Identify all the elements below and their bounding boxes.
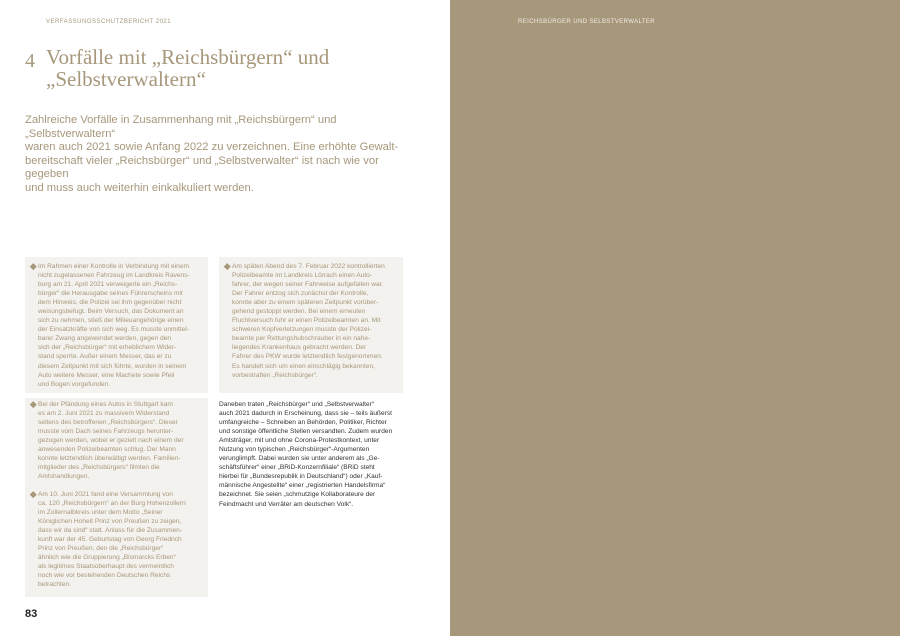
text-line: der Einsatzkräfte von sich weg. Es musste unmittel- xyxy=(38,326,189,334)
text-line: fahrer, der wegen seiner Fahrweise aufgefallen war. xyxy=(232,281,384,289)
text-line: dass wir da sind“ statt. Anlass für die Zusammen- xyxy=(38,527,183,535)
text-line: Am 10. Juni 2021 fand eine Versammlung von xyxy=(38,491,173,498)
incident-ravensburg xyxy=(38,262,206,389)
text-line: und Bogen vorgefunden. xyxy=(38,380,111,388)
intro-paragraph xyxy=(25,114,420,196)
intro-line: bereitschaft vieler „Reichsbürger“ und „Selbstverwalter“ ist nach wie vor gegeben xyxy=(25,154,379,181)
text-line: stand sperrte. Außer einem Messer, das er zu xyxy=(38,353,172,361)
text-line: gehend gestoppt werden. Bei einem erneuten xyxy=(232,308,366,316)
text-line: Prinz von Preußen, den die „Reichsbürger“ xyxy=(38,545,164,553)
text-line: betrachten. xyxy=(38,581,71,589)
text-line: sich der „Reichsbürger“ mit erheblichem Wider- xyxy=(38,344,177,352)
text-line: burg am 21. April 2021 verweigerte ein „Reichs- xyxy=(38,281,178,289)
text-line: umfangreiche – Schreiben an Behörden, Politiker, Richter xyxy=(219,419,387,427)
text-line: Fluchtversuch fuhr er einen Polizeibeamten an. Mit xyxy=(232,317,381,325)
running-head-right: REICHSBÜRGER UND SELBSTVERWALTER xyxy=(518,19,656,25)
text-line: anwesenden Polizeibeamten schlug. Der Mann xyxy=(38,446,176,454)
text-line: Königlichen Hoheit Prinz von Preußen zu zeigen, xyxy=(38,518,182,526)
text-line: schäftsführer“ einer „BRiD-Konzernfiliale“ (BRiD steht xyxy=(219,464,375,472)
text-line: mitglieder des „Reichsbürgers“ filmten die xyxy=(38,464,160,472)
body-paragraph xyxy=(219,400,404,509)
intro-line: waren auch 2021 sowie Anfang 2022 zu verzeichnen. Eine erhöhte Gewalt- xyxy=(25,141,399,154)
right-page-color-panel xyxy=(450,0,900,636)
text-line: verunglimpft. Dabei wurden sie unter anderem als „Ge- xyxy=(219,455,380,463)
text-line: Feindmacht und Verräter am deutschen Volk“. xyxy=(219,500,354,508)
running-head-left: VERFASSUNGSSCHUTZBERICHT 2021 xyxy=(46,19,172,25)
text-line: konnte letztendlich überwältigt werden. Familien- xyxy=(38,455,181,463)
text-line: Amtsträger, mit und ohne Corona-Protestkontext, unter xyxy=(219,437,380,445)
text-line: Fahrer des PKW wurde letztendlich festgenommen. xyxy=(232,353,383,361)
incident-loerrach xyxy=(232,262,401,380)
text-line: diesem Zeitpunkt mit sich führte, wurden in seinem xyxy=(38,362,187,370)
chapter-title xyxy=(46,46,366,90)
text-line: liegendes Krankenhaus gebracht werden. Der xyxy=(232,344,367,352)
text-line: nicht zugelassenen Fahrzeug im Landkreis Ravens- xyxy=(38,272,190,280)
chapter-title-line-1: Vorfälle mit „Reichsbürgern“ und xyxy=(46,45,330,69)
text-line: kunft war der 45. Geburtstag von Georg Friedrich xyxy=(38,536,182,544)
text-line: Der Fahrer entzog sich zunächst der Kontrolle, xyxy=(232,290,369,298)
text-line: ca. 120 „Reichsbürgern“ an der Burg Hohenzollern xyxy=(38,500,186,508)
text-line: es am 2. Juni 2021 zu massivem Widerstand xyxy=(38,410,170,418)
text-line: Bei der Pfändung eines Autos in Stuttgart kam xyxy=(38,401,173,408)
intro-line: und muss auch weiterhin einkalkuliert werden. xyxy=(25,181,254,194)
text-line: noch wie vor bestehenden Deutschen Reichs xyxy=(38,572,171,580)
page-number: 83 xyxy=(25,608,38,620)
text-line: dem Hinweis, die Polizei sei ihm gegenüber nicht xyxy=(38,299,182,307)
chapter-title-line-2: „Selbstverwaltern“ xyxy=(46,67,206,91)
text-line: musste vom Dach seines Fahrzeugs herunter- xyxy=(38,428,174,436)
text-line: bezeichnet. Sie seien „schmutzige Kollaborateure der xyxy=(219,491,376,499)
chapter-number: 4 xyxy=(25,50,35,72)
text-line: Es handelt sich um einen einschlägig bekannten, xyxy=(232,362,375,370)
text-line: Nutzung von typischen „Reichsbürger“-Argumenten xyxy=(219,446,370,454)
text-line: Polizeibeamte im Landkreis Lörrach einen Auto- xyxy=(232,272,373,280)
text-line: Im Rahmen einer Kontrolle in Verbindung mit einem xyxy=(38,263,190,270)
text-line: konnte aber zu einem späteren Zeitpunkt vorüber- xyxy=(232,299,379,307)
text-line: sich zu nehmen, stieß der Milieuangehörige einen xyxy=(38,317,184,325)
text-line: Am späten Abend des 7. Februar 2022 kontrollierten xyxy=(232,263,385,270)
text-line: als legitimes Staatsoberhaupt des vermeintlich xyxy=(38,563,174,571)
text-line: Auto weitere Messer, eine Machete sowie Pfeil xyxy=(38,371,175,379)
text-line: Daneben traten „Reichsbürger“ und „Selbstverwalter“ xyxy=(219,401,375,408)
text-line: und sonstige öffentliche Stellen versandten. Zudem wurden xyxy=(219,428,393,436)
text-line: männische Angestellte“ einer „registrierten Handelsfirma“ xyxy=(219,482,386,490)
text-line: vorbestraften „Reichsbürger“. xyxy=(232,371,318,379)
text-line: im Zollernalbkreis unter dem Motto „Seiner xyxy=(38,509,163,517)
text-line: schweren Kopfverletzungen musste der Polizei- xyxy=(232,326,372,334)
text-line: hierbei für „Bundesrepublik in Deutschland“) oder „Kauf- xyxy=(219,473,383,481)
text-line: auch 2021 dadurch in Erscheinung, dass sie – teils äußerst xyxy=(219,410,393,418)
text-line: bürger“ die Herausgabe seines Führerscheins mit xyxy=(38,290,183,298)
text-line: Amtshandlungen. xyxy=(38,473,90,481)
incident-stuttgart xyxy=(38,400,206,481)
incident-hohenzollern xyxy=(38,490,206,590)
text-line: weisungsbefugt. Beim Versuch, das Dokument an xyxy=(38,308,184,316)
text-line: seitens des betroffenen „Reichsbürgers“. Dieser xyxy=(38,419,178,427)
text-line: ähnlich wie die Gruppierung „Bismarcks Erben“ xyxy=(38,554,176,562)
text-line: barer Zwang angewendet werden, gegen den xyxy=(38,335,172,343)
text-line: beamte per Rettungshubschrauber in ein nahe- xyxy=(232,335,371,343)
intro-line: Zahlreiche Vorfälle in Zusammenhang mit „Reichsbürgern“ und „Selbstverwaltern“ xyxy=(25,114,337,140)
text-line: gezogen werden, wobei er gezielt nach einem der xyxy=(38,437,184,445)
